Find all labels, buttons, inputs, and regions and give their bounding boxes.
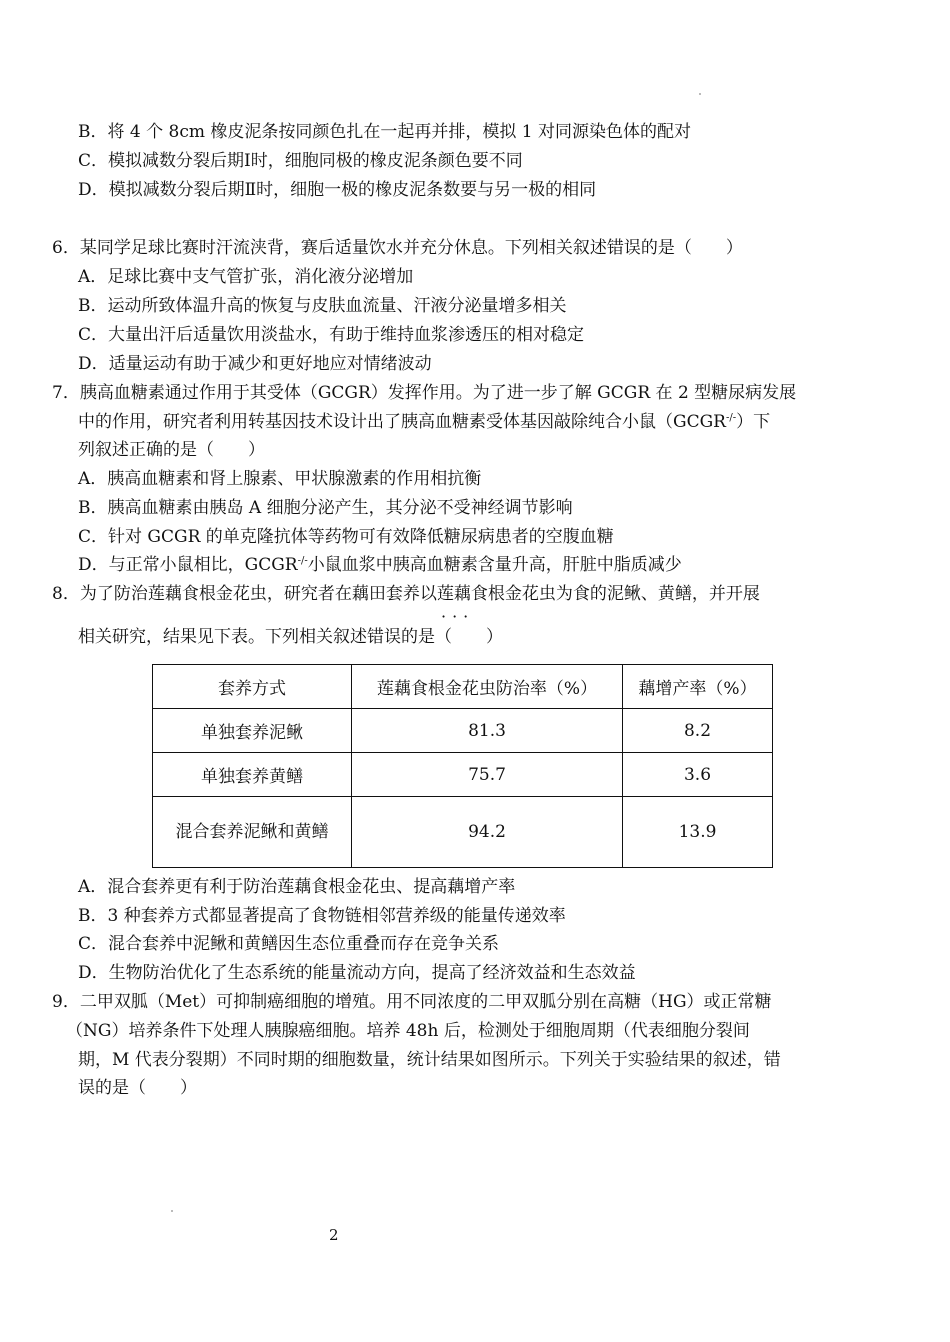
page-number: 2 [329,1226,339,1244]
q7-option-d-superscript: -/- [297,555,308,567]
q7-stem-line2 [78,410,770,434]
q7-option-b: B．胰高血糖素由胰岛 A 细胞分泌产生，其分泌不受神经调节影响 [78,498,573,518]
q9-stem-line3: 期，M 代表分裂期）不同时期的细胞数量，统计结果如图所示。下列关于实验结果的叙述，错 [78,1050,781,1070]
table-cell: 单独套养黄鳝 [153,753,352,797]
table-header-cell: 套养方式 [153,665,352,709]
q9-stem-line4: 误的是（ ） [78,1078,197,1098]
q7-option-d [78,553,682,577]
table-header-cell: 莲藕食根金花虫防治率（%） [352,665,623,709]
results-table [152,664,773,868]
q6-option-b: B．运动所致体温升高的恢复与皮肤血流量、汗液分泌量增多相关 [78,296,567,316]
q8-option-c: C．混合套养中泥鳅和黄鳝因生态位重叠而存在竞争关系 [78,934,500,954]
q7-stem-line2-end: ）下 [736,412,771,432]
q7-option-d-text: D．与正常小鼠相比，GCGR [78,555,298,575]
table-cell: 13.9 [623,797,773,868]
q7-option-d-end: 小鼠血浆中胰高血糖素含量升高，肝脏中脂质减少 [307,555,682,575]
q5-option-c: C．模拟减数分裂后期Ⅰ时，细胞同极的橡皮泥条颜色要不同 [78,151,523,171]
q6-stem: 6．某同学足球比赛时汗流浃背，赛后适量饮水并充分休息。下列相关叙述错误的是（ ） [52,238,743,258]
table-cell: 75.7 [352,753,623,797]
q6-option-a: A．足球比赛中支气管扩张，消化液分泌增加 [78,267,414,287]
q7-stem-line1: 7．胰高血糖素通过作用于其受体（GCGR）发挥作用。为了进一步了解 GCGR 在 2 型糖尿病发展 [52,383,797,403]
q8-stem-line1: 8．为了防治莲藕食根金花虫，研究者在藕田套养以莲藕食根金花虫为食的泥鳅、黄鳝，并开展 [52,584,760,604]
table-cell: 8.2 [623,709,773,753]
table-cell: 混合套养泥鳅和黄鳝 [153,797,352,868]
q7-stem-line2-text: 中的作用，研究者利用转基因技术设计出了胰高血糖素受体基因敲除纯合小鼠（GCGR [78,412,726,432]
table-header-row [153,665,773,709]
q7-option-a: A．胰高血糖素和肾上腺素、甲状腺激素的作用相抗衡 [78,469,482,489]
table-row [153,709,773,753]
table-cell: 3.6 [623,753,773,797]
table-row [153,797,773,868]
q7-genotype-superscript: -/- [725,412,737,424]
q7-option-c: C．针对 GCGR 的单克隆抗体等药物可有效降低糖尿病患者的空腹血糖 [78,527,614,547]
table-cell: 单独套养泥鳅 [153,709,352,753]
table-cell: 81.3 [352,709,623,753]
q8-option-a: A．混合套养更有利于防治莲藕食根金花虫、提高藕增产率 [78,877,516,897]
scan-speck [699,93,701,95]
q9-stem-line2: （NG）培养条件下处理人胰腺癌细胞。培养 48h 后，检测处于细胞周期（代表细胞分裂间 [66,1021,750,1041]
q8-option-b: B．3 种套养方式都显著提高了食物链相邻营养级的能量传递效率 [78,906,566,926]
q8-stem-line2: 相关研究，结果见下表。下列相关叙述错误的是（ ） [78,627,503,647]
q5-option-d: D．模拟减数分裂后期Ⅱ时，细胞一极的橡皮泥条数要与另一极的相同 [78,180,597,200]
q7-stem-line3: 列叙述正确的是（ ） [78,440,265,460]
q6-option-d: D．适量运动有助于减少和更好地应对情绪波动 [78,354,432,374]
table-row [153,753,773,797]
q9-stem-line1: 9．二甲双胍（Met）可抑制癌细胞的增殖。用不同浓度的二甲双胍分别在高糖（HG）或正常糖 [52,992,772,1012]
scan-speck [171,1210,173,1212]
q8-option-d: D．生物防治优化了生态系统的能量流动方向，提高了经济效益和生态效益 [78,963,636,983]
q5-option-b: B．将 4 个 8cm 橡皮泥条按同颜色扎在一起再并排，模拟 1 对同源染色体的配对 [78,122,692,142]
table-header-cell: 藕增产率（%） [623,665,773,709]
table-cell: 94.2 [352,797,623,868]
emphasis-dots: ··· [441,607,475,626]
q6-option-c: C．大量出汗后适量饮用淡盐水，有助于维持血浆渗透压的相对稳定 [78,325,585,345]
